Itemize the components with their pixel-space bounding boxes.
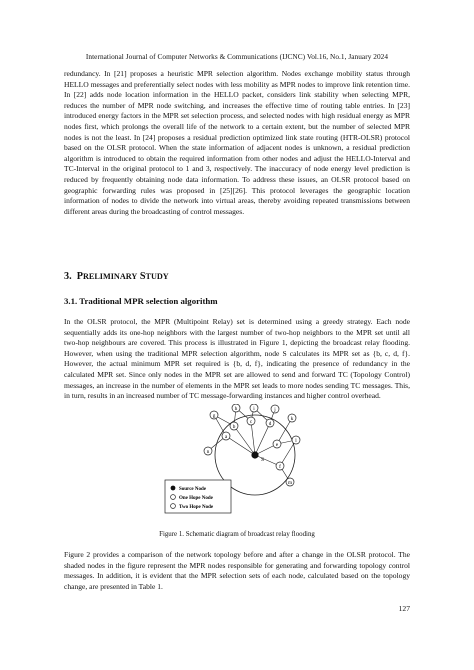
legend-source-swatch — [171, 486, 176, 491]
node-label: g — [212, 412, 216, 419]
subsection-heading: 3.1. Traditional MPR selection algorithm — [64, 296, 218, 306]
section-title-rest-2: TUDY — [145, 272, 169, 281]
node-label: d — [268, 420, 272, 427]
node-label: b — [232, 423, 236, 430]
mpr-paragraph: In the OLSR protocol, the MPR (Multipoint Relay) set is determined using a greedy strategy. Each node sequentially adds its one-hop neighbors with the largest number of two-hop neighbors to the MPR set until all two-hop neighbours are covered. This process is illustrated in Figure 1, depicting the broadcast relay flooding. However, when using the traditional MPR selection algorithm, node S calculates its MPR set as {b, c, d, f}. However, the actual minimum MPR set required is {b, d, f}, indicating the presence of redundancy in the calculated MPR set. Since only nodes in the MPR set are allowed to send and forward TC (Topology Control) messages, an increase in the number of elements in the MPR set leads to more nodes sending TC messages. This, in turn, results in an increased number of TC message-forwarding instances and higher control overhead. — [64, 317, 410, 401]
node-label: j — [274, 406, 276, 413]
legend-source-label: Source Node — [179, 487, 206, 492]
section-title-rest-1: RELIMINARY — [82, 272, 138, 281]
node-label: n — [206, 448, 210, 455]
legend-two-hop-label: Two Hope Node — [179, 505, 214, 510]
node-label: c — [249, 418, 253, 425]
source-node-label: S — [261, 457, 265, 463]
node-label: i — [253, 405, 255, 412]
one-hop-nodes — [222, 417, 284, 470]
section-title-initial-1: P — [76, 271, 83, 282]
topology-diagram — [148, 404, 328, 514]
intro-paragraph: redundancy. In [21] proposes a heuristic MPR selection algorithm. Nodes exchange mobility status through HELLO messages and preferentially select nodes with less mobility as MPR nodes to improve link retention time. In [22] adds node location information in the HELLO packet, considers link stability when selecting MPR, reduces the number of MPR node switching, and increases the effective time of routing table entries. In [23] introduced energy factors in the MPR set selection process, and selected nodes with high residual energy as MPR nodes first, which prolongs the overall life of the network to a certain extent, but the number of selected MPR nodes is not the least. In [24] proposes a residual prediction optimized link state routing (HTR-OLSR) protocol based on the OLSR protocol. When the state information of adjacent nodes is unknown, a residual prediction algorithm is introduced to obtain the required information from other nodes and adjust the HELLO-Interval and TC-Interval in the original protocol to 1 and 3, respectively. The inaccuracy of node energy level prediction is reduced by frequently obtaining node data information. To address these issues, an OLSR protocol based on geographic forwarding rules was proposed in [25][26]. This protocol leverages the geographic location information of nodes to divide the network into virtual areas, thereby avoiding repeated transmissions between different areas during the broadcasting of control messages. — [64, 69, 410, 216]
node-label: k — [290, 415, 294, 422]
legend-one-hop-swatch — [171, 495, 176, 500]
journal-header: International Journal of Computer Networks & Communications (IJCNC) Vol.16, No.1, January 2024 — [85, 52, 389, 61]
figure-legend — [165, 480, 231, 513]
node-label: h — [234, 405, 238, 412]
figure2-paragraph: Figure 2 provides a comparison of the network topology before and after a change in the OLSR protocol. The shaded nodes in the figure represent the MPR nodes responsible for generating and forwarding topology control messages. In addition, it is evident that the MPR selection sets of each node, calculated based on the topology change, are presented in Table 1. — [64, 550, 410, 591]
page-number: 127 — [398, 604, 410, 613]
figure-1 — [148, 404, 328, 514]
figure-caption: Figure 1. Schematic diagram of broadcast relay flooding — [159, 531, 315, 538]
node-label: l — [295, 437, 297, 444]
node-label: e — [275, 441, 279, 448]
node-label: f — [279, 463, 281, 470]
source-node — [251, 451, 258, 458]
section-heading — [64, 271, 169, 282]
section-title-initial-2: S — [139, 271, 146, 282]
legend-one-hop-label: One Hope Node — [179, 496, 213, 501]
section-number: 3. — [64, 271, 72, 282]
node-label: m — [287, 479, 293, 486]
legend-two-hop-swatch — [171, 504, 176, 509]
node-label: a — [224, 433, 228, 440]
